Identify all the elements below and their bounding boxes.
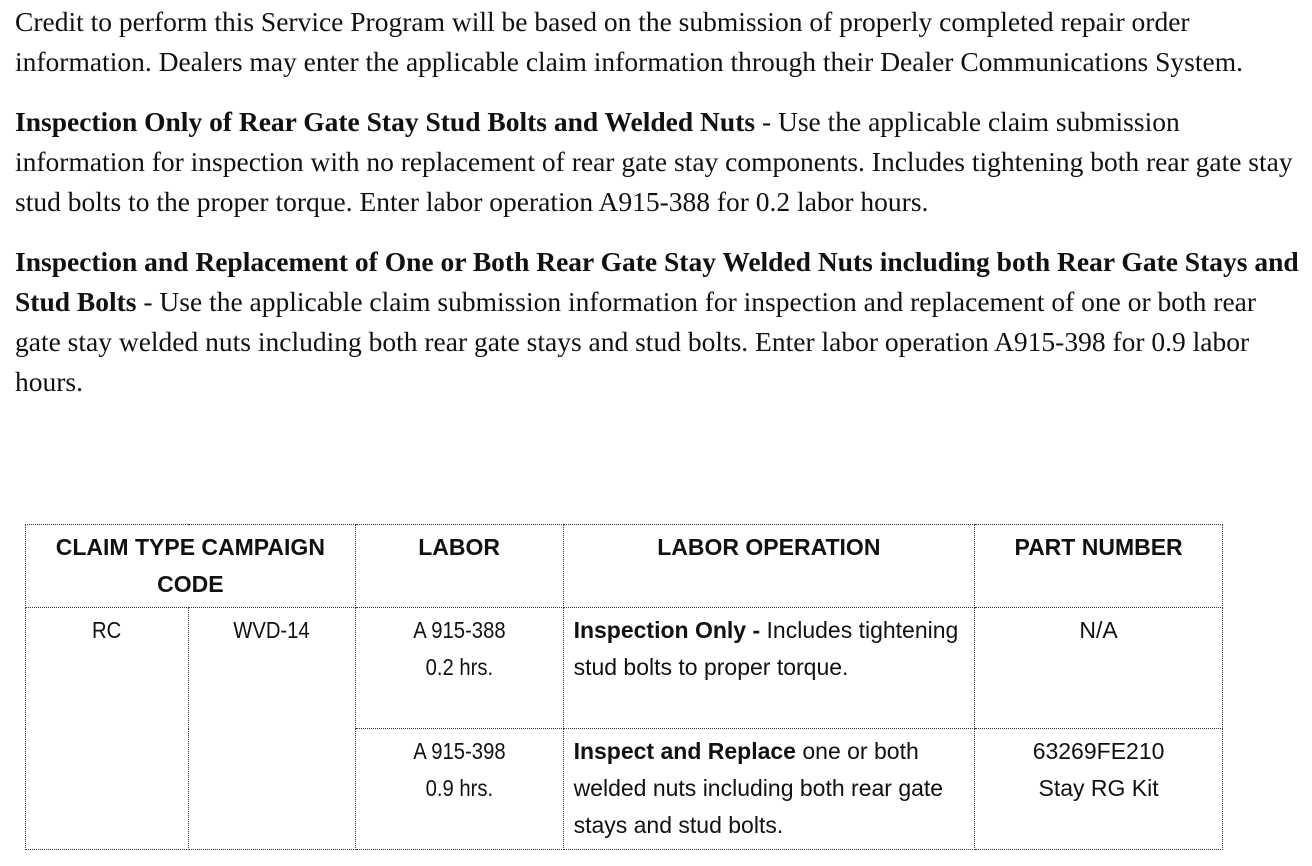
paragraph-credit xyxy=(15,2,1300,82)
part-number-cell xyxy=(975,608,1223,729)
claim-type-cell xyxy=(26,608,189,850)
operation-desc: one or both welded nuts including both rear gate stays and stud bolts. xyxy=(573,738,944,838)
labor-hours: 0.9 hrs. xyxy=(425,775,493,801)
header-claim-type-campaign-code: CLAIM TYPE CAMPAIGN CODE xyxy=(26,525,356,608)
table-header-row xyxy=(26,525,1223,608)
labor-op: A 915-398 xyxy=(412,738,506,764)
part-description: Stay RG Kit xyxy=(1038,775,1159,801)
campaign-code: WVD-14 xyxy=(233,617,310,643)
paragraph-text: - Use the applicable claim submission information for inspection with no replacement of rear gate stay components. Includes tightening both rear gate stay stud bolts to the proper torque. Enter labor operation A915-388 for 0.2 labor hours. xyxy=(15,106,1293,217)
header-labor: LABOR xyxy=(355,525,563,608)
header-labor-operation: LABOR OPERATION xyxy=(563,525,975,608)
claim-type: RC xyxy=(92,617,122,643)
labor-operation-cell xyxy=(563,608,975,729)
header-part-number: PART NUMBER xyxy=(975,525,1223,608)
paragraph-heading: Inspection Only of Rear Gate Stay Stud Bolts and Welded Nuts xyxy=(15,106,756,137)
table-row xyxy=(26,608,1223,729)
paragraph-text: - Use the applicable claim submission information for inspection and replacement of one or both rear gate stay welded nuts including both rear gate stays and stud bolts. Enter labor operation A915-398 for 0.9 labor hours. xyxy=(15,286,1257,397)
labor-operation-cell xyxy=(563,729,975,850)
paragraph-text: Credit to perform this Service Program will be based on the submission of properly completed repair order information. Dealers may enter the applicable claim information through their Dealer Communications System. xyxy=(15,6,1243,77)
paragraph-inspection-only xyxy=(15,102,1300,222)
part-number: 63269FE210 xyxy=(1032,738,1165,764)
part-number-cell xyxy=(975,729,1223,850)
paragraph-inspection-replacement xyxy=(15,242,1300,402)
labor-cell xyxy=(355,729,563,850)
operation-title: Inspection Only - xyxy=(573,617,761,643)
paragraph-heading: Inspection and Replacement of One or Both Rear Gate Stay Welded Nuts including both Rear Gate Stays and Stud Bolts xyxy=(15,246,1299,317)
labor-op: A 915-388 xyxy=(412,617,506,643)
labor-cell xyxy=(355,608,563,729)
labor-hours: 0.2 hrs. xyxy=(425,654,493,680)
document-body xyxy=(15,2,1300,422)
operation-desc: Includes tightening stud bolts to proper torque. xyxy=(573,617,959,680)
claim-table xyxy=(25,524,1223,850)
campaign-code-cell xyxy=(188,608,355,850)
operation-title: Inspect and Replace xyxy=(573,738,796,764)
part-number: N/A xyxy=(1079,617,1118,643)
